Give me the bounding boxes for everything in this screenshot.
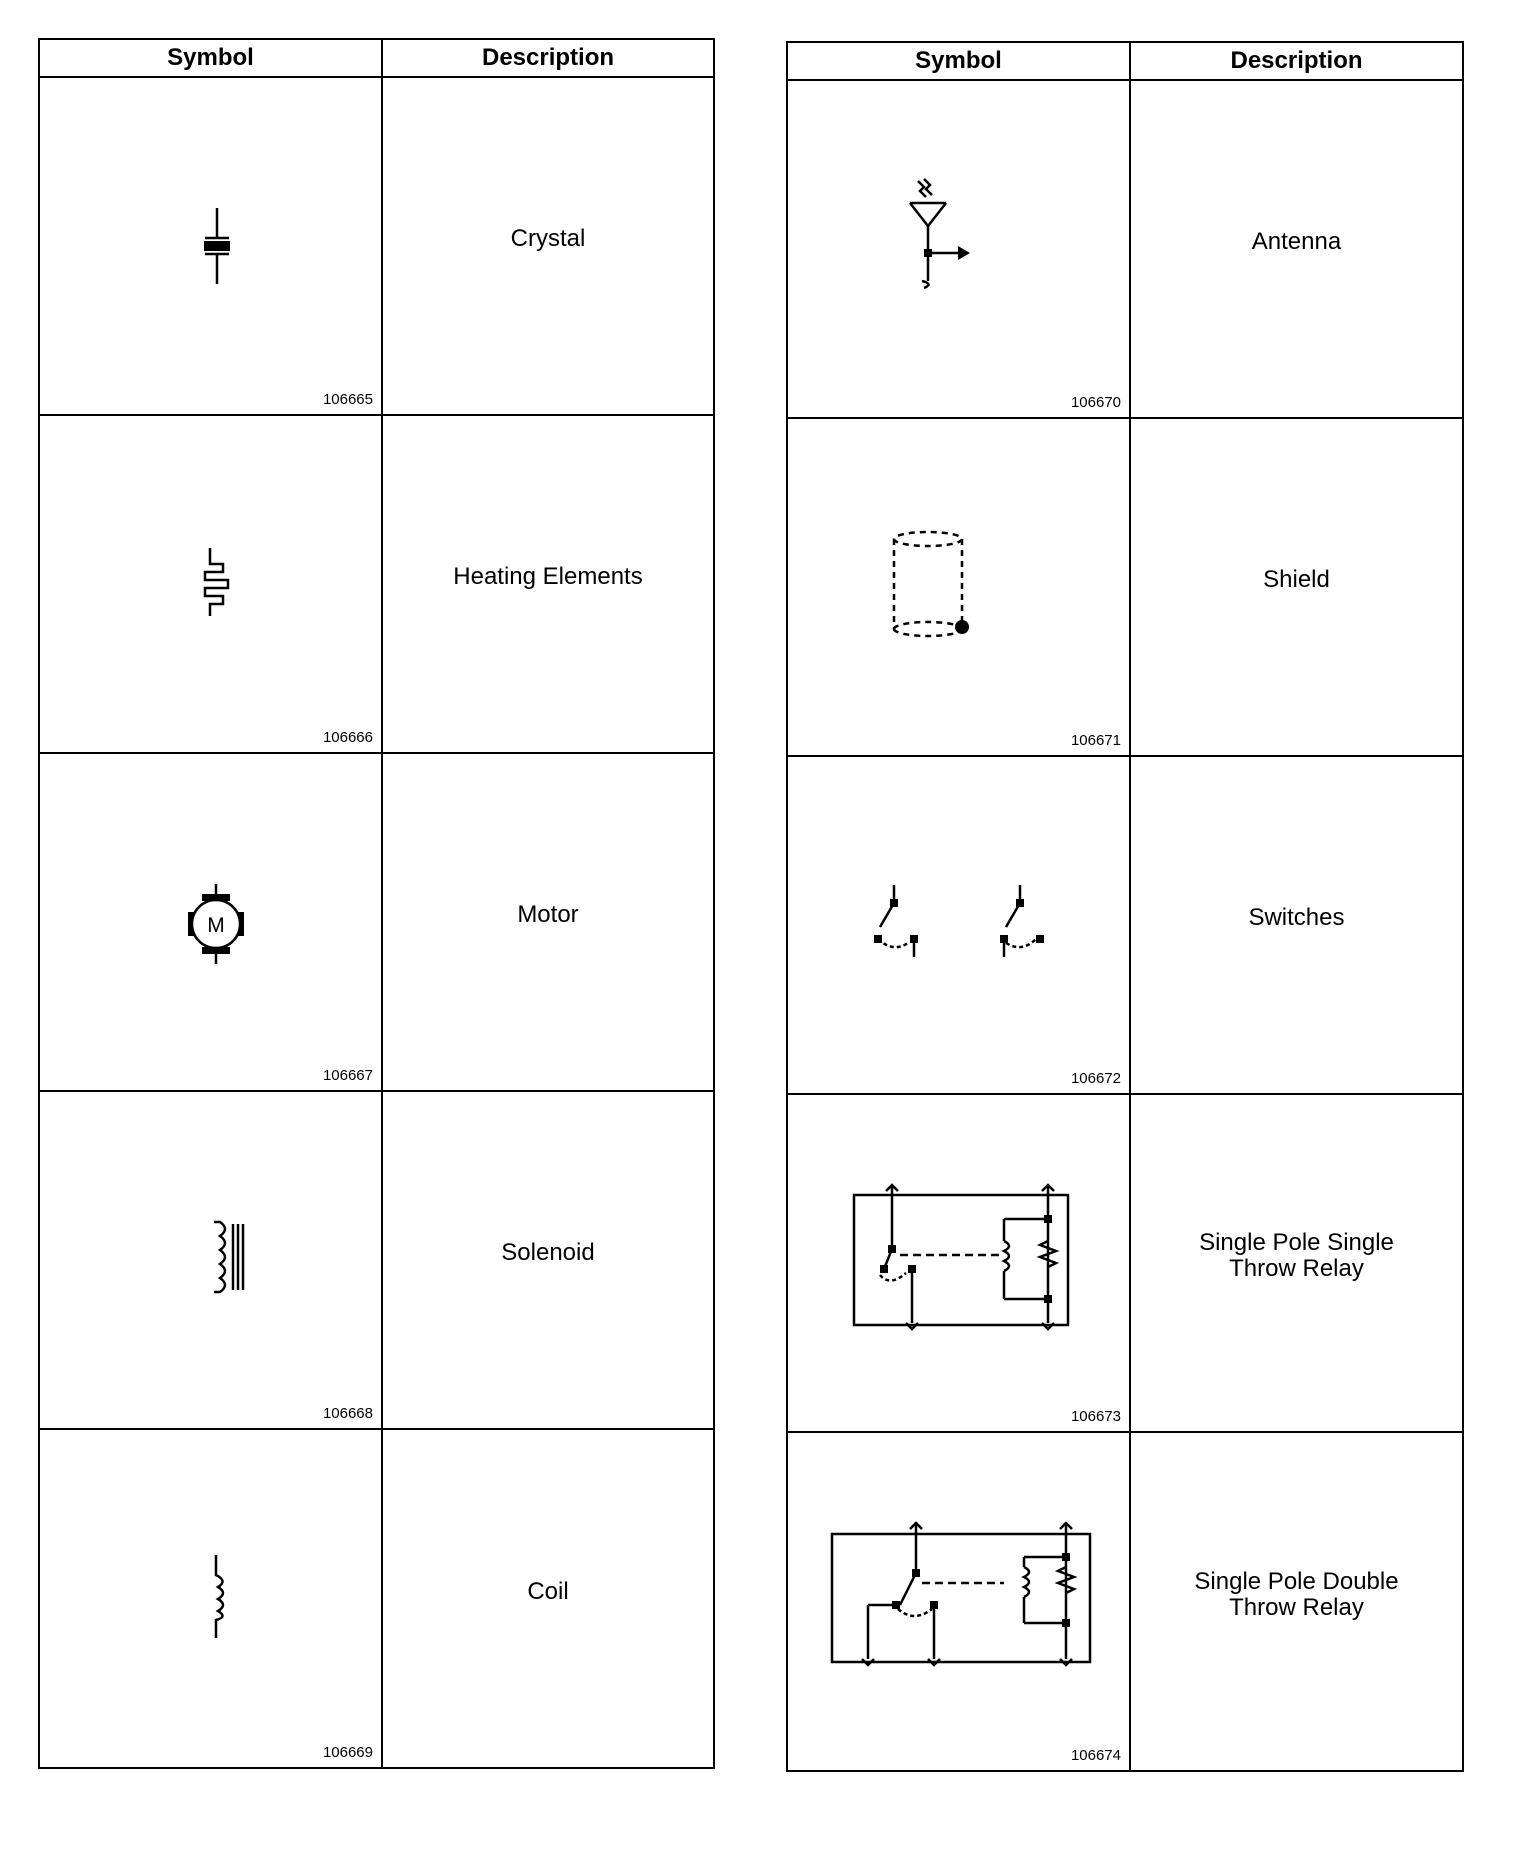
symbol-cell — [788, 419, 1131, 755]
description-text: Coil — [527, 1577, 569, 1605]
symbol-cell — [40, 416, 383, 752]
coil-icon — [40, 1430, 381, 1768]
symbol-code: 106672 — [1070, 1070, 1121, 1087]
description-cell — [1131, 1433, 1462, 1770]
description-cell — [383, 754, 713, 1090]
symbol-cell — [788, 81, 1131, 417]
description-text — [1131, 1095, 1462, 1431]
description-header: Description — [481, 44, 615, 71]
header-row — [788, 43, 1462, 81]
antenna-icon — [788, 81, 1129, 419]
symbol-header: Symbol — [788, 43, 1131, 79]
table-row — [40, 78, 713, 416]
description-cell — [1131, 757, 1462, 1093]
description-cell — [383, 1092, 713, 1428]
symbol-code: 106667 — [322, 1067, 373, 1084]
symbol-code: 106673 — [1070, 1408, 1121, 1425]
symbol-header: Symbol — [40, 40, 383, 76]
switches-icon — [788, 757, 1129, 1095]
heating-element-icon — [40, 416, 381, 754]
description-cell — [1131, 81, 1462, 417]
table-row — [788, 81, 1462, 419]
crystal-icon — [40, 78, 381, 416]
symbol-code: 106665 — [322, 391, 373, 408]
description-line-2: Throw Relay — [1229, 1255, 1364, 1282]
description-text: Crystal — [510, 225, 586, 252]
symbol-cell — [40, 1430, 383, 1767]
table-row — [40, 1430, 713, 1767]
table-row — [788, 419, 1462, 757]
symbol-cell — [788, 757, 1131, 1093]
description-text: Antenna — [1251, 228, 1342, 255]
description-cell — [1131, 419, 1462, 755]
description-cell — [1131, 1095, 1462, 1431]
symbol-cell — [40, 78, 383, 414]
symbol-code: 106671 — [1070, 732, 1121, 749]
spdt-relay-icon — [788, 1433, 1129, 1771]
symbol-table-left — [38, 38, 715, 1769]
symbol-code: 106674 — [1070, 1747, 1121, 1764]
shield-icon — [788, 419, 1129, 757]
symbol-cell — [40, 1092, 383, 1428]
table-row — [40, 416, 713, 754]
description-line-2: Throw Relay — [1229, 1593, 1364, 1621]
description-cell — [383, 1430, 713, 1767]
description-line-1: Single Pole Double — [1194, 1567, 1399, 1595]
description-text: Switches — [1248, 904, 1345, 931]
table-row — [40, 754, 713, 1092]
symbol-cell — [40, 754, 383, 1090]
description-header: Description — [1230, 47, 1363, 74]
table-row — [788, 757, 1462, 1095]
description-text: Motor — [517, 901, 579, 928]
description-cell — [383, 78, 713, 414]
symbol-table-right — [786, 41, 1464, 1772]
description-text: Shield — [1263, 566, 1330, 593]
description-cell — [383, 416, 713, 752]
description-line-1: Single Pole Single — [1199, 1229, 1394, 1256]
spst-relay-icon — [788, 1095, 1129, 1433]
solenoid-icon — [40, 1092, 381, 1430]
symbol-code: 106668 — [322, 1405, 373, 1422]
symbol-cell — [788, 1433, 1131, 1770]
motor-letter: M — [207, 914, 225, 937]
symbol-code: 106669 — [322, 1744, 373, 1761]
table-row — [788, 1095, 1462, 1433]
symbol-code: 106670 — [1070, 394, 1121, 411]
symbol-cell — [788, 1095, 1131, 1431]
description-text: Solenoid — [501, 1239, 595, 1266]
symbol-code: 106666 — [322, 729, 373, 746]
motor-icon — [40, 754, 381, 1092]
description-text: Heating Elements — [453, 563, 643, 590]
description-text — [1131, 1433, 1462, 1770]
table-row — [40, 1092, 713, 1430]
header-row — [40, 40, 713, 78]
table-row — [788, 1433, 1462, 1770]
